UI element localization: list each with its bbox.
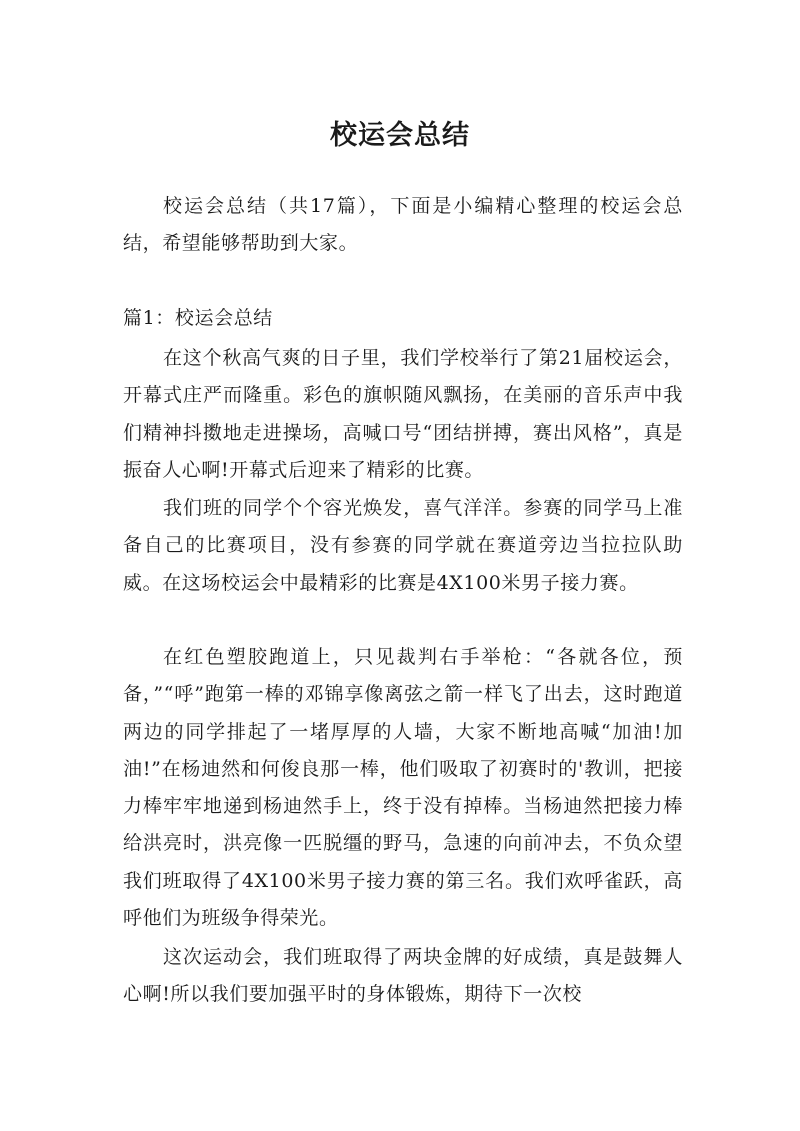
intro-paragraph: 校运会总结（共17篇），下面是小编精心整理的校运会总结，希望能够帮助到大家。 [123, 195, 683, 255]
body-paragraph-4: 这次运动会，我们班取得了两块金牌的好成绩，真是鼓舞人心啊!所以我们要加强平时的身体锻炼，期待下一次校 [123, 946, 683, 1006]
body-paragraph-1: 在这个秋高气爽的日子里，我们学校举行了第21届校运会，开幕式庄严而隆重。彩色的旗帜随风飘扬，在美丽的音乐声中我们精神抖擞地走进操场，高喊口号“团结拼搏，赛出风格”，真是振奋人心啊!开幕式后迎来了精彩的比赛。 [123, 347, 683, 481]
section-heading: 篇1：校运会总结 [123, 307, 273, 329]
body-paragraph-2: 我们班的同学个个容光焕发，喜气洋洋。参赛的同学马上准备自己的比赛项目，没有参赛的同学就在赛道旁边当拉拉队助威。在这场校运会中最精彩的比赛是4X100米男子接力赛。 [123, 497, 683, 594]
document-title: 校运会总结 [330, 120, 470, 152]
body-paragraph-3: 在红色塑胶跑道上，只见裁判右手举枪：“各就各位，预备，”“呼”跑第一棒的邓锦享像离弦之箭一样飞了出去，这时跑道两边的同学排起了一堵厚厚的人墙，大家不断地高喊“加油!加油!”在杨迪然和何俊良那一棒，他们吸取了初赛时的'教训，把接力棒牢牢地递到杨迪然手上，终于没有掉棒。当杨迪然把接力棒给洪亮时，洪亮像一匹脱缰的野马，急速的向前冲去，不负众望我们班取得了4X100米男子接力赛的第三名。我们欢呼雀跃，高呼他们为班级争得荣光。 [123, 646, 683, 930]
